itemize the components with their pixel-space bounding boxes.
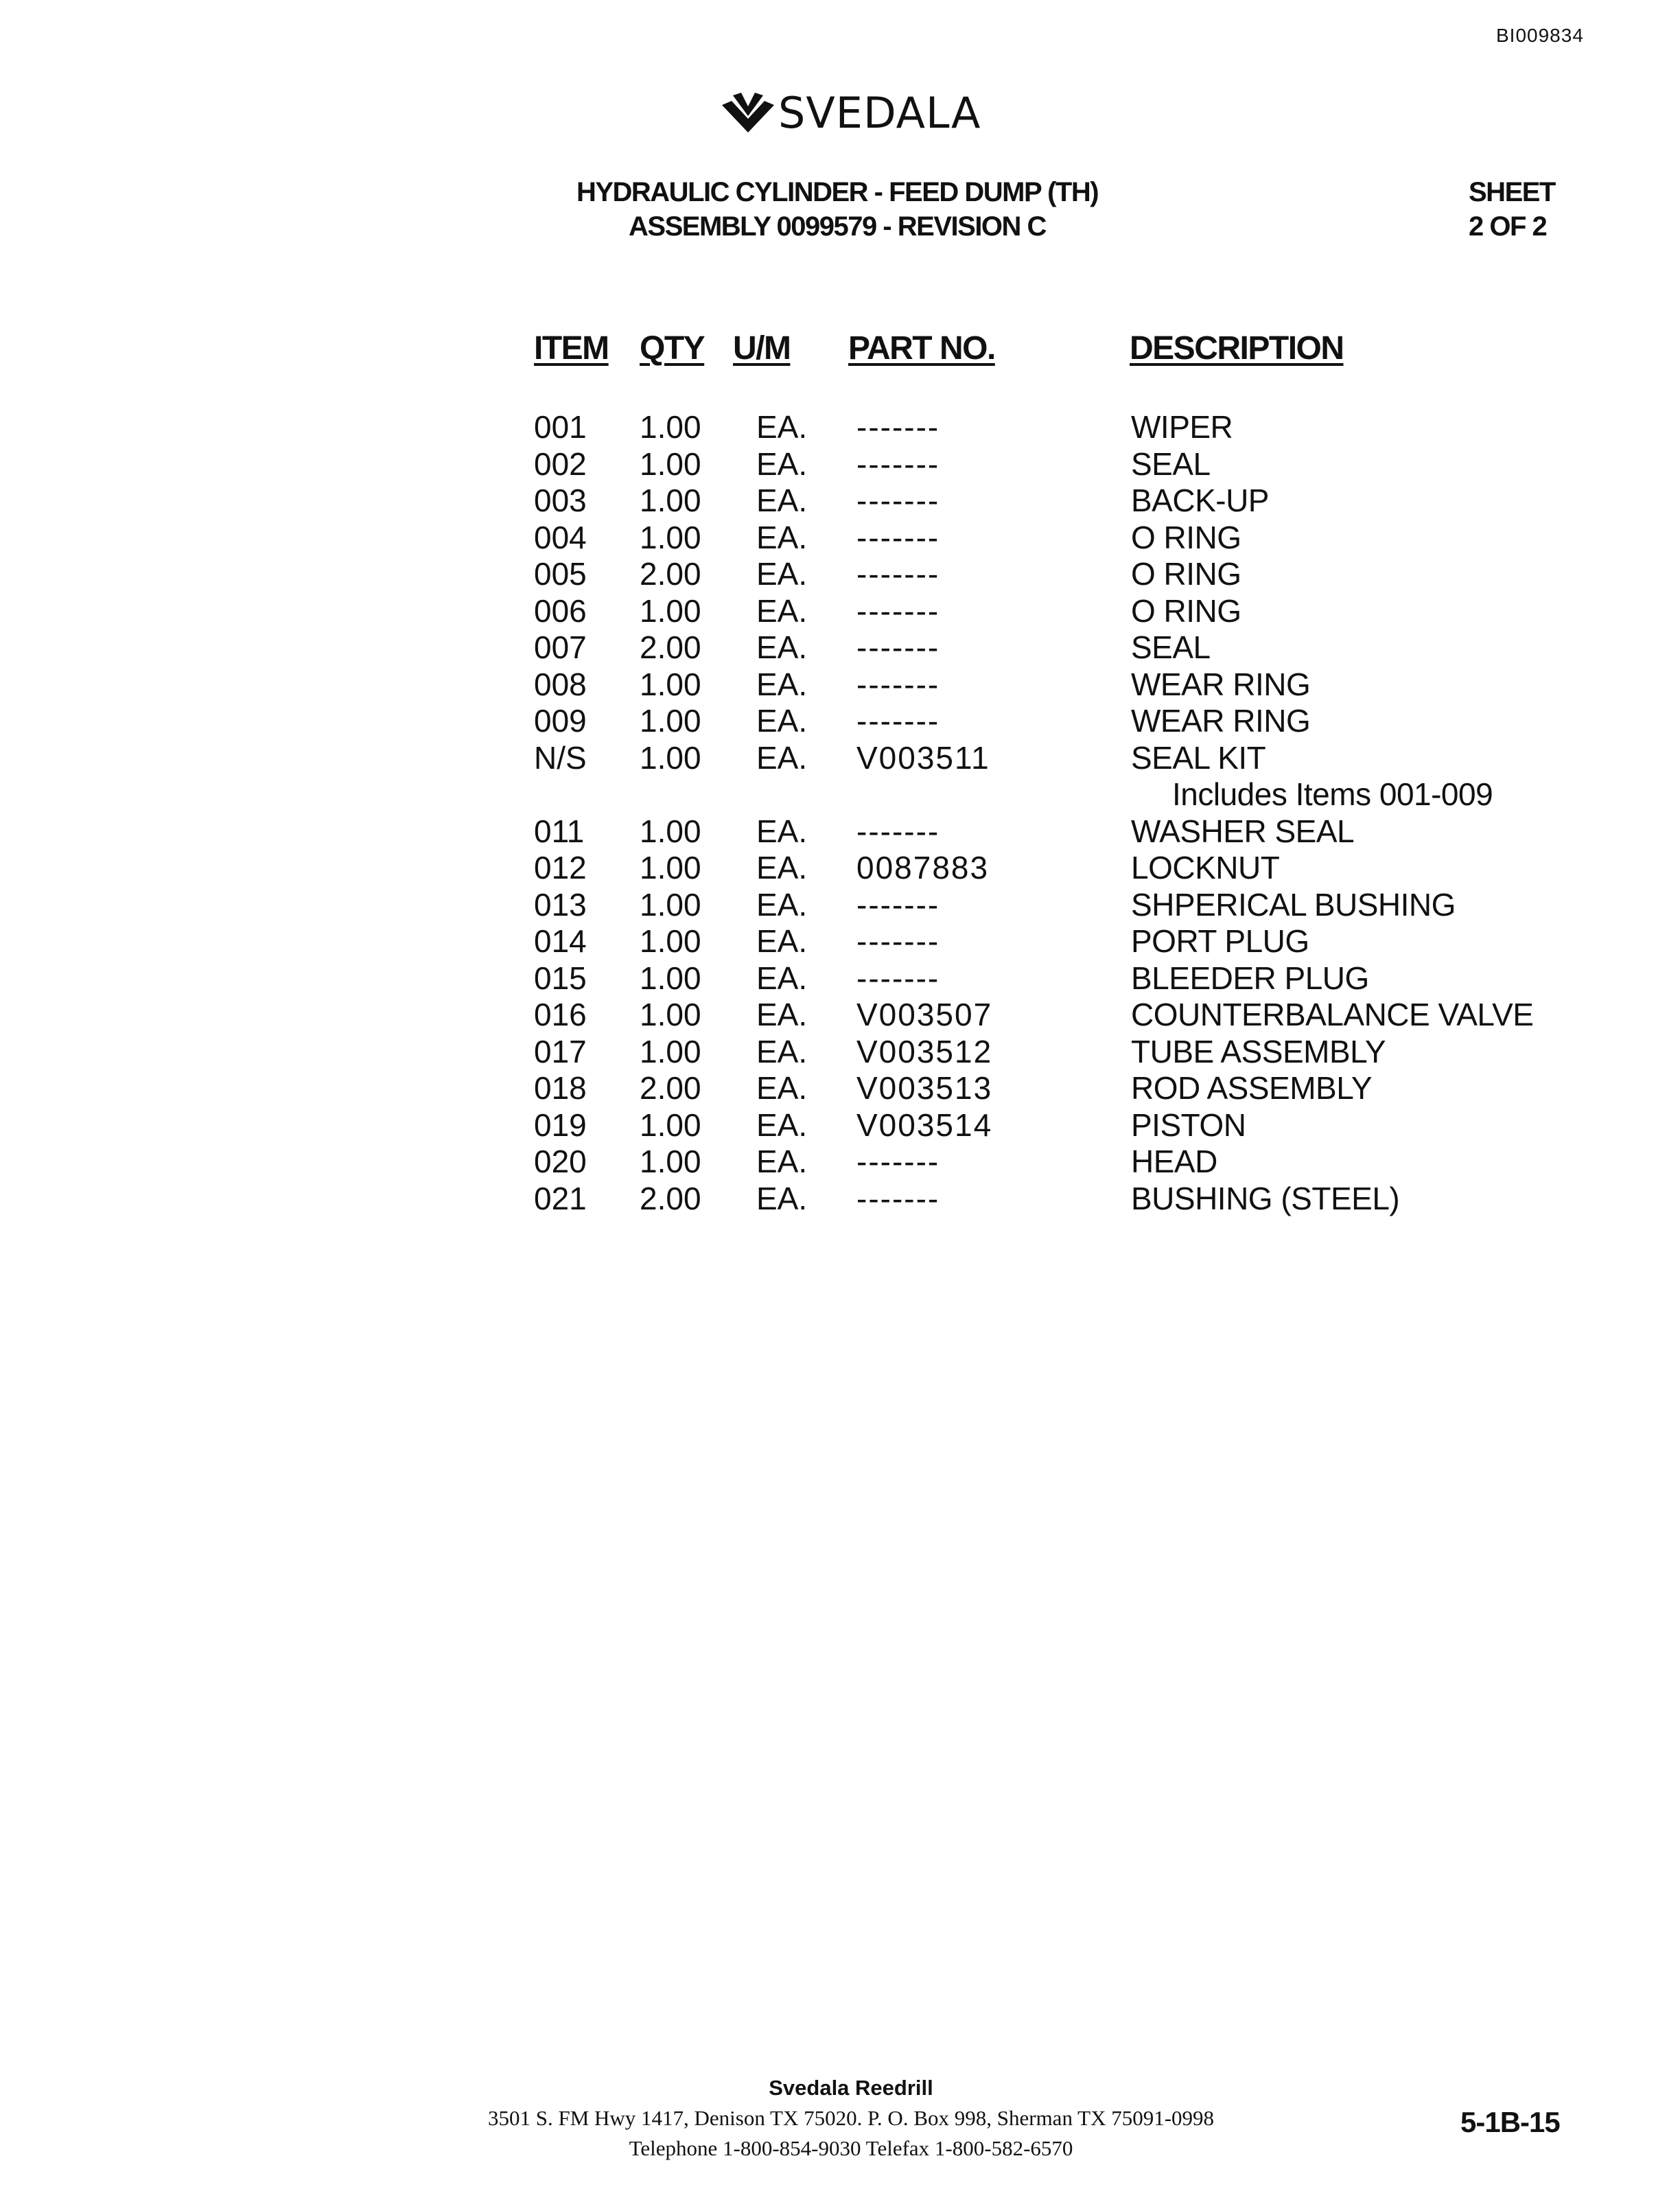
cell-um: EA.	[756, 519, 808, 555]
sheet-indicator	[1469, 175, 1555, 244]
table-row	[0, 739, 1680, 776]
header-um: U/M	[733, 330, 791, 367]
cell-item: 006	[534, 592, 587, 629]
table-row	[0, 555, 1680, 592]
cell-um: EA.	[756, 960, 808, 996]
table-row	[0, 1107, 1680, 1144]
table-row	[0, 666, 1680, 703]
cell-qty: 2.00	[640, 1070, 701, 1106]
cell-description: SEAL	[1131, 445, 1211, 482]
document-id: BI009834	[1496, 25, 1584, 46]
cell-description: SHPERICAL BUSHING	[1131, 886, 1456, 923]
cell-item: 014	[534, 923, 587, 959]
cell-description: Includes Items 001-009	[1172, 776, 1493, 812]
logo-text: SVEDALA	[778, 88, 981, 138]
cell-item: 013	[534, 886, 587, 923]
cell-part-no: -------	[856, 703, 940, 739]
table-row	[0, 996, 1680, 1033]
cell-qty: 1.00	[640, 483, 701, 518]
cell-part-no: -------	[856, 592, 940, 629]
company-logo	[721, 88, 981, 138]
svedala-chevron-icon	[721, 91, 775, 135]
cell-description: COUNTERBALANCE VALVE	[1131, 997, 1534, 1032]
cell-um: EA.	[756, 445, 808, 482]
cell-description: WEAR RING	[1131, 703, 1311, 739]
cell-description: PISTON	[1131, 1107, 1246, 1143]
cell-um: EA.	[756, 850, 808, 885]
cell-item: 012	[534, 850, 587, 885]
cell-description: HEAD	[1131, 1144, 1217, 1179]
table-row	[0, 886, 1680, 923]
page-number: 5-1B-15	[1460, 2106, 1560, 2138]
cell-qty: 2.00	[640, 556, 701, 592]
cell-qty: 1.00	[640, 1107, 701, 1143]
cell-description: WIPER	[1131, 409, 1233, 445]
cell-qty: 1.00	[640, 1144, 701, 1179]
table-row	[0, 629, 1680, 666]
cell-item: 020	[534, 1144, 587, 1179]
cell-item: 005	[534, 556, 587, 592]
cell-qty: 1.00	[640, 923, 701, 959]
cell-part-no: -------	[856, 409, 940, 445]
parts-table-body	[0, 408, 1680, 1216]
cell-qty: 1.00	[640, 739, 701, 776]
header-description: DESCRIPTION	[1130, 330, 1344, 367]
cell-um: EA.	[756, 1144, 808, 1179]
cell-item: 002	[534, 445, 587, 482]
cell-um: EA.	[756, 1070, 808, 1106]
cell-qty: 1.00	[640, 997, 701, 1032]
cell-qty: 1.00	[640, 409, 701, 445]
cell-item: 016	[534, 997, 587, 1032]
cell-qty: 2.00	[640, 629, 701, 665]
cell-part-no: -------	[856, 1144, 940, 1179]
cell-description: LOCKNUT	[1131, 850, 1280, 885]
cell-um: EA.	[756, 739, 808, 776]
cell-description: BACK-UP	[1131, 483, 1269, 518]
table-row	[0, 1180, 1680, 1217]
cell-qty: 1.00	[640, 886, 701, 923]
cell-part-no: V003512	[856, 1033, 993, 1069]
header-qty: QTY	[640, 330, 705, 367]
cell-item: 018	[534, 1070, 587, 1106]
cell-part-no: V003513	[856, 1070, 993, 1106]
cell-item: N/S	[534, 739, 587, 776]
cell-um: EA.	[756, 1180, 808, 1216]
cell-qty: 1.00	[640, 666, 701, 702]
document-title	[549, 175, 1125, 244]
cell-description: ROD ASSEMBLY	[1131, 1070, 1373, 1106]
cell-item: 001	[534, 409, 587, 445]
cell-part-no: -------	[856, 813, 940, 849]
title-line-2: ASSEMBLY 0099579 - REVISION C	[629, 211, 1046, 242]
footer-address: 3501 S. FM Hwy 1417, Denison TX 75020. P. O. Box 998, Sherman TX 75091-0998	[487, 2106, 1215, 2130]
cell-um: EA.	[756, 923, 808, 959]
cell-item: 007	[534, 629, 587, 665]
table-row	[0, 519, 1680, 556]
cell-part-no: -------	[856, 666, 940, 702]
cell-qty: 1.00	[640, 813, 701, 849]
cell-qty: 1.00	[640, 850, 701, 885]
cell-qty: 1.00	[640, 960, 701, 996]
cell-um: EA.	[756, 629, 808, 665]
cell-item: 009	[534, 703, 587, 739]
cell-item: 008	[534, 666, 587, 702]
cell-part-no: 0087883	[856, 850, 990, 885]
cell-qty: 1.00	[640, 703, 701, 739]
cell-um: EA.	[756, 666, 808, 702]
cell-description: BUSHING (STEEL)	[1131, 1180, 1400, 1216]
cell-description: O RING	[1131, 519, 1241, 555]
table-row	[0, 408, 1680, 445]
table-row	[0, 1033, 1680, 1070]
cell-part-no: -------	[856, 886, 940, 923]
table-row	[0, 1143, 1680, 1180]
parts-table-header	[0, 329, 1680, 378]
cell-part-no: -------	[856, 1180, 940, 1216]
cell-part-no: -------	[856, 519, 940, 555]
cell-item: 003	[534, 483, 587, 518]
table-row	[0, 960, 1680, 997]
cell-part-no: V003507	[856, 997, 993, 1032]
cell-qty: 1.00	[640, 445, 701, 482]
cell-um: EA.	[756, 592, 808, 629]
cell-part-no: -------	[856, 629, 940, 665]
cell-part-no: V003511	[856, 739, 990, 776]
cell-description: TUBE ASSEMBLY	[1131, 1033, 1386, 1069]
cell-item: 011	[534, 813, 585, 849]
cell-um: EA.	[756, 409, 808, 445]
cell-qty: 1.00	[640, 1033, 701, 1069]
cell-um: EA.	[756, 556, 808, 592]
cell-part-no: V003514	[856, 1107, 993, 1143]
cell-description: O RING	[1131, 592, 1241, 629]
footer-company: Svedala Reedrill	[769, 2076, 933, 2100]
cell-qty: 1.00	[640, 519, 701, 555]
header-part-no: PART NO.	[848, 330, 995, 367]
cell-qty: 2.00	[640, 1180, 701, 1216]
cell-um: EA.	[756, 1107, 808, 1143]
cell-qty: 1.00	[640, 592, 701, 629]
table-row	[0, 1069, 1680, 1107]
cell-um: EA.	[756, 483, 808, 518]
cell-description: SEAL KIT	[1131, 739, 1266, 776]
cell-um: EA.	[756, 703, 808, 739]
cell-item: 021	[534, 1180, 587, 1216]
table-row	[0, 702, 1680, 739]
table-row	[0, 813, 1680, 850]
cell-part-no: -------	[856, 923, 940, 959]
cell-item: 019	[534, 1107, 587, 1143]
footer-phone: Telephone 1-800-854-9030 Telefax 1-800-582-6570	[629, 2136, 1073, 2160]
title-line-1: HYDRAULIC CYLINDER - FEED DUMP (TH)	[576, 177, 1099, 207]
header-item: ITEM	[534, 330, 609, 367]
cell-um: EA.	[756, 997, 808, 1032]
cell-part-no: -------	[856, 960, 940, 996]
table-row	[0, 923, 1680, 960]
table-row	[0, 482, 1680, 519]
sheet-label: SHEET	[1469, 177, 1555, 207]
cell-description: WASHER SEAL	[1131, 813, 1355, 849]
footer	[371, 2073, 1331, 2164]
cell-description: PORT PLUG	[1131, 923, 1309, 959]
cell-description: WEAR RING	[1131, 666, 1311, 702]
table-row	[0, 849, 1680, 886]
table-row-note	[0, 776, 1680, 813]
cell-item: 015	[534, 960, 587, 996]
cell-item: 017	[534, 1033, 587, 1069]
cell-part-no: -------	[856, 445, 940, 482]
cell-part-no: -------	[856, 556, 940, 592]
table-row	[0, 592, 1680, 629]
cell-part-no: -------	[856, 483, 940, 518]
cell-um: EA.	[756, 813, 808, 849]
cell-um: EA.	[756, 886, 808, 923]
cell-um: EA.	[756, 1033, 808, 1069]
sheet-number: 2 OF 2	[1469, 211, 1547, 242]
cell-description: O RING	[1131, 556, 1241, 592]
cell-item: 004	[534, 519, 587, 555]
cell-description: BLEEDER PLUG	[1131, 960, 1369, 996]
table-row	[0, 445, 1680, 483]
cell-description: SEAL	[1131, 629, 1211, 665]
